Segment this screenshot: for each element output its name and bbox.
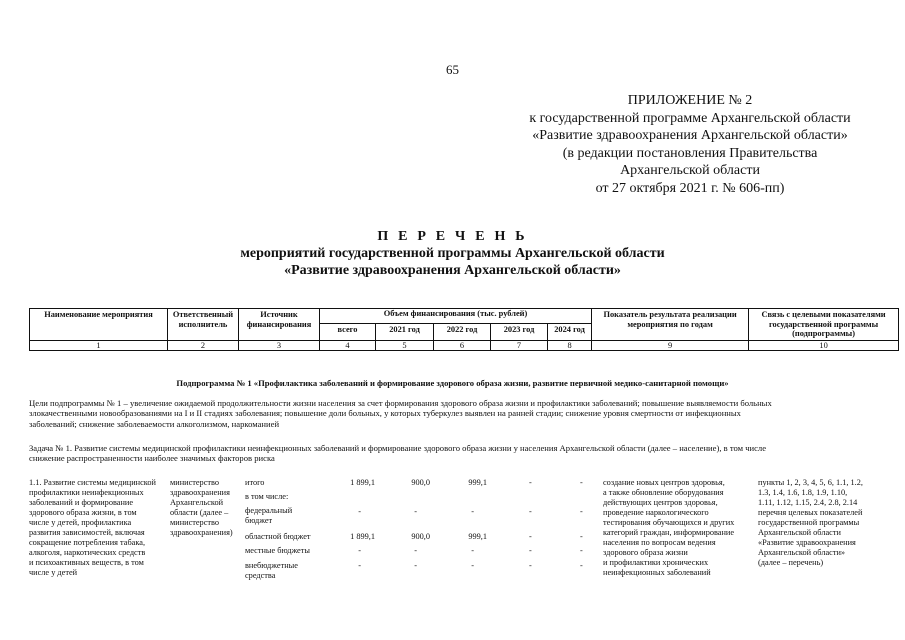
indicator-line: категорий граждан, информирование <box>603 528 735 537</box>
value-total: - <box>358 561 361 570</box>
result-indicator <box>603 478 734 578</box>
value-2023: - <box>529 561 532 570</box>
value-total: 1 899,1 <box>350 478 375 487</box>
value-2024: - <box>580 532 583 541</box>
source-label-line: средства <box>245 571 276 580</box>
link-line: пункты 1, 2, 3, 4, 5, 6, 1.1, 1.2, <box>758 478 863 487</box>
header-responsible: Ответственный исполнитель <box>168 309 239 341</box>
value-2021: 900,0 <box>411 478 430 487</box>
value-2022: 999,1 <box>468 532 487 541</box>
header-financing: Объем финансирования (тыс. рублей) <box>320 309 592 324</box>
header-total: всего <box>320 323 376 340</box>
title-perechen: П Е Р Е Ч Е Н Ь <box>377 229 528 244</box>
table-row <box>29 478 899 618</box>
indicator-line: и профилактики хронических <box>603 558 709 567</box>
header-source: Источник финансирования <box>239 309 320 341</box>
measure-name <box>29 478 156 578</box>
value-2021: - <box>414 546 417 555</box>
indicator-line: населения по вопросам ведения <box>603 538 716 547</box>
page-number: 65 <box>446 62 459 77</box>
value-2023: - <box>529 507 532 516</box>
appendix-line: Архангельской области <box>620 163 760 179</box>
measure-name-line: развития зависимостей, включая <box>29 528 145 537</box>
task-line: Задача № 1. Развитие системы медицинской профилактики неинфекционных заболеваний и формирование здорового образа жизни у населения Архангельской области (далее – население), в том числе <box>29 443 767 453</box>
title-line-2: мероприятий государственной программы Архангельской области <box>240 246 665 261</box>
goals-line: Цели подпрограммы № 1 – увеличение ожидаемой продолжительности жизни населения за счет формирования здорового образа жизни и профилактики заболеваний; повышение выявляемости больных <box>29 398 772 408</box>
value-2024: - <box>580 507 583 516</box>
link-line: Архангельской области <box>758 528 841 537</box>
col-number: 4 <box>320 340 376 351</box>
link-line: 1.11, 1.12, 1.15, 2.4, 2.8, 2.14 <box>758 498 858 507</box>
header-name: Наименование мероприятия <box>30 309 168 341</box>
responsible-line: министерство <box>170 478 220 487</box>
col-number: 10 <box>749 340 899 351</box>
value-2024: - <box>580 546 583 555</box>
appendix-line: (в редакции постановления Правительства <box>562 145 818 161</box>
header-2022: 2022 год <box>434 323 491 340</box>
header-2024: 2024 год <box>548 323 592 340</box>
appendix-line: от 27 октября 2021 г. № 606-пп) <box>595 180 785 196</box>
col-number: 3 <box>239 340 320 351</box>
link-line: государственной программы <box>758 518 860 527</box>
link-line: Архангельской области» <box>758 548 846 557</box>
link-line: перечня целевых показателей <box>758 508 863 517</box>
responsible-executor <box>170 478 233 538</box>
value-total: - <box>358 507 361 516</box>
source-label: областной бюджет <box>245 532 311 541</box>
value-2023: - <box>529 546 532 555</box>
value-2022: - <box>471 561 474 570</box>
source-label: итого <box>245 478 265 487</box>
responsible-line: министерство <box>170 518 220 527</box>
value-2023: - <box>529 532 532 541</box>
col-number: 8 <box>548 340 592 351</box>
col-number: 5 <box>376 340 434 351</box>
source-label: в том числе: <box>245 492 289 501</box>
task-text <box>29 443 879 464</box>
responsible-line: Архангельской <box>170 498 224 507</box>
measure-name-line: здорового образа жизни, в том <box>29 508 137 517</box>
col-number: 7 <box>491 340 548 351</box>
value-2024: - <box>580 478 583 487</box>
measure-name-line: 1.1. Развитие системы медицинской <box>29 478 156 487</box>
value-2022: - <box>471 546 474 555</box>
header-indicator: Показатель результата реализации мероприятия по годам <box>592 309 749 341</box>
value-total: 1 899,1 <box>350 532 375 541</box>
appendix-header <box>440 92 905 198</box>
target-link <box>758 478 863 568</box>
indicator-line: тестирования обучающихся и других <box>603 518 735 527</box>
appendix-line: «Развитие здравоохранения Архангельской области» <box>532 128 848 144</box>
responsible-line: области (далее – <box>170 508 229 517</box>
measure-name-line: профилактики неинфекционных <box>29 488 144 497</box>
value-total: - <box>358 546 361 555</box>
appendix-line: к государственной программе Архангельской области <box>529 110 851 126</box>
col-number: 9 <box>592 340 749 351</box>
subprogram-title: Подпрограмма № 1 «Профилактика заболеваний и формирование здорового образа жизни, развитие первичной медико-санитарной помощи» <box>176 378 729 388</box>
header-2021: 2021 год <box>376 323 434 340</box>
goals-text <box>29 398 879 429</box>
indicator-line: проведение наркологического <box>603 508 709 517</box>
header-link: Связь с целевыми показателями государственной программы (подпрограммы) <box>749 309 899 341</box>
col-number: 6 <box>434 340 491 351</box>
link-line: 1.3, 1.4, 1.6, 1.8, 1.9, 1.10, <box>758 488 848 497</box>
appendix-line: ПРИЛОЖЕНИЕ № 2 <box>627 93 753 108</box>
source-label-line: федеральный <box>245 506 293 515</box>
source-label <box>245 561 298 581</box>
value-2021: - <box>414 507 417 516</box>
source-label-line: бюджет <box>245 516 273 525</box>
responsible-line: здравоохранения) <box>170 528 233 537</box>
indicator-line: действующих центров здоровья, <box>603 498 718 507</box>
goals-line: злокачественными новообразованиями на I и II стадиях заболевания; повышение доли больных, у которых туберкулез выявлен на ранней стадии; снижение уровня смертности от инфекционных <box>29 408 741 419</box>
link-line: (далее – перечень) <box>758 558 824 567</box>
responsible-line: здравоохранения <box>170 488 230 497</box>
measure-name-line: числе у детей <box>29 568 78 577</box>
title-line-3: «Развитие здравоохранения Архангельской области» <box>284 263 621 278</box>
value-2022: 999,1 <box>468 478 487 487</box>
measure-name-line: заболеваний и формирование <box>29 498 134 507</box>
col-number: 1 <box>30 340 168 351</box>
table-header <box>29 308 899 351</box>
task-line: снижение распространенности наиболее значимых факторов риска <box>29 453 275 464</box>
value-2023: - <box>529 478 532 487</box>
value-2021: - <box>414 561 417 570</box>
measure-name-line: числе у детей, профилактика <box>29 518 132 527</box>
header-2023: 2023 год <box>491 323 548 340</box>
indicator-line: неинфекционных заболеваний <box>603 568 711 577</box>
goals-line: заболеваний; снижение заболеваемости алкоголизмом, наркоманией <box>29 418 280 429</box>
measure-name-line: сокращение потребления табака, <box>29 538 146 547</box>
indicator-line: здорового образа жизни <box>603 548 688 557</box>
value-2022: - <box>471 507 474 516</box>
document-title <box>0 228 905 279</box>
col-number: 2 <box>168 340 239 351</box>
indicator-line: а также обновление оборудования <box>603 488 724 497</box>
source-label-line: внебюджетные <box>245 561 298 570</box>
source-label: местные бюджеты <box>245 546 310 555</box>
value-2021: 900,0 <box>411 532 430 541</box>
measure-name-line: и психоактивных веществ, в том <box>29 558 144 567</box>
measure-name-line: алкоголя, наркотических средств <box>29 548 146 557</box>
source-label <box>245 506 292 526</box>
value-2024: - <box>580 561 583 570</box>
indicator-line: создание новых центров здоровья, <box>603 478 725 487</box>
link-line: «Развитие здравоохранения <box>758 538 856 547</box>
